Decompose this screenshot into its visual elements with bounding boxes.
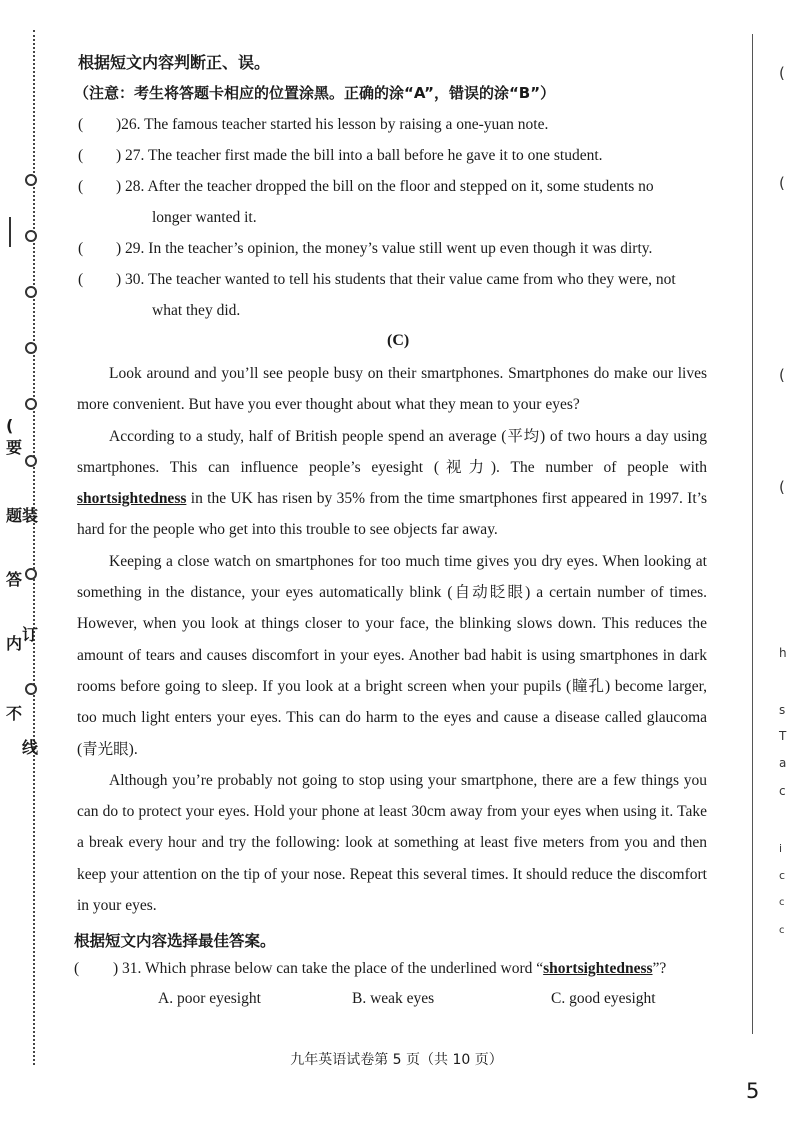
answer-blank: (	[78, 147, 84, 164]
section-heading-true-false: 根据短文内容判断正、误。	[78, 53, 271, 72]
right-margin-char: h	[779, 646, 787, 660]
option-a: A. poor eyesight	[158, 990, 261, 1007]
right-margin-char: s	[779, 703, 786, 717]
passage-paragraph	[77, 421, 707, 546]
question-number: ) 27.	[116, 147, 145, 164]
question-statement: After the teacher dropped the bill on the floor and stepped on it, some students no	[147, 178, 654, 195]
option-b: B. weak eyes	[352, 990, 435, 1007]
answer-blank: (	[78, 240, 84, 257]
answer-blank: (	[78, 116, 84, 133]
question-continuation: longer wanted it.	[152, 209, 257, 226]
passage-paragraph: Look around and you’ll see people busy on their smartphones. Smartphones do make our lives more convenient. But have you ever thought about what they mean to your eyes?	[77, 365, 707, 414]
page-footer: 九年英语试卷第 5 页（共 10 页）	[290, 1052, 503, 1068]
underlined-word: shortsightedness	[543, 960, 653, 977]
binding-bar	[9, 217, 11, 247]
binding-hole	[25, 398, 37, 410]
right-margin-char: (	[779, 366, 785, 384]
binding-hole	[25, 683, 37, 695]
question-statement: The famous teacher started his lesson by raising a one-yuan note.	[144, 116, 549, 133]
passage-paragraph: Keeping a close watch on smartphones for too much time gives you dry eyes. When looking at something in the distance, your eyes automatically blink (自动眨眼) a certain number of times. However, when you look at things closer to your face, the blinking slows down. This reduces the amount of tears and causes discomfort in your eyes. Another bad habit is using smartphones in dark rooms before going to sleep. If you look at a bright screen when your pupils (瞳孔) become larger, too much light enters your eyes. This can do harm to the eyes and cause a disease called glaucoma (青光眼).	[77, 552, 707, 758]
right-margin-char: c	[779, 869, 786, 882]
right-margin-char: (	[779, 64, 785, 82]
option-c: C. good eyesight	[551, 990, 656, 1007]
question-text	[116, 147, 603, 165]
question-stem-end: ”?	[652, 960, 667, 977]
binding-char: 不	[6, 704, 23, 723]
question-stem: Which phrase below can take the place of the underlined word “	[145, 960, 544, 977]
question-statement: The teacher first made the bill into a ball before he gave it to one student.	[148, 147, 603, 164]
question-text	[116, 178, 654, 196]
binding-hole	[25, 342, 37, 354]
binding-char: 题	[6, 506, 23, 525]
question-text	[116, 240, 652, 258]
right-margin-char: c	[779, 897, 785, 908]
question-number: ) 29.	[116, 240, 145, 257]
binding-hole	[25, 174, 37, 186]
right-margin-char: T	[779, 729, 787, 743]
binding-hole	[25, 455, 37, 467]
answer-blank: (	[78, 178, 84, 195]
right-margin-char: i	[779, 842, 783, 855]
answer-note: （注意：考生将答题卡相应的位置涂黑。正确的涂“A”，错误的涂“B”）	[74, 84, 556, 102]
page-number: 5	[746, 1079, 760, 1103]
question-statement: The teacher wanted to tell his students that their value came from who they were, not	[148, 271, 676, 288]
question-number: ) 31.	[113, 960, 142, 977]
reading-passage	[77, 358, 707, 921]
right-margin-char: c	[779, 925, 785, 936]
right-margin-char: (	[779, 174, 785, 192]
question-text	[113, 960, 666, 978]
question-number: ) 28.	[116, 178, 145, 195]
passage-paragraph: Although you’re probably not going to stop using your smartphone, there are a few things you can do to protect your eyes. Hold your phone at least 30cm away from your eyes when using it. Take a break every hour and try the following: look at something at least five meters from you and then keep your attention on the tip of your nose. Repeat this several times. It should reduce the discomfort in your eyes.	[77, 771, 707, 915]
section-heading-multiple-choice: 根据短文内容选择最佳答案。	[74, 932, 276, 950]
binding-char: 装	[22, 506, 39, 525]
question-continuation: what they did.	[152, 302, 241, 319]
binding-hole	[25, 568, 37, 580]
binding-char: 答	[6, 570, 23, 589]
binding-hole	[25, 286, 37, 298]
question-number: ) 30.	[116, 271, 145, 288]
right-margin-char: a	[779, 756, 787, 770]
answer-blank: (	[74, 960, 80, 977]
question-statement: In the teacher’s opinion, the money’s value still went up even though it was dirty.	[148, 240, 653, 257]
binding-char: 内	[6, 634, 23, 653]
right-margin-char: (	[779, 478, 785, 496]
underlined-word: shortsightedness	[77, 490, 187, 508]
binding-hole	[25, 230, 37, 242]
question-text	[116, 271, 676, 289]
question-number: )26.	[116, 116, 141, 133]
answer-blank: (	[78, 271, 84, 288]
binding-char: (	[6, 416, 14, 435]
right-margin-rule	[752, 34, 753, 1034]
binding-char: 线	[22, 738, 39, 757]
binding-char: 要	[6, 438, 23, 457]
section-label: (C)	[387, 332, 410, 349]
binding-char: 订	[22, 625, 39, 644]
paragraph-text: According to a study, half of British people spend an average (平均) of two hours a day using smartphones. This can influence people’s eyesight (视力). The number of people with	[77, 427, 707, 476]
question-text	[116, 116, 548, 134]
right-margin-char: c	[779, 784, 786, 798]
paragraph-text: in the UK has risen by 35% from the time smartphones first appeared in 1997. It’s hard for the people who get into this trouble to see objects far away.	[77, 490, 707, 539]
